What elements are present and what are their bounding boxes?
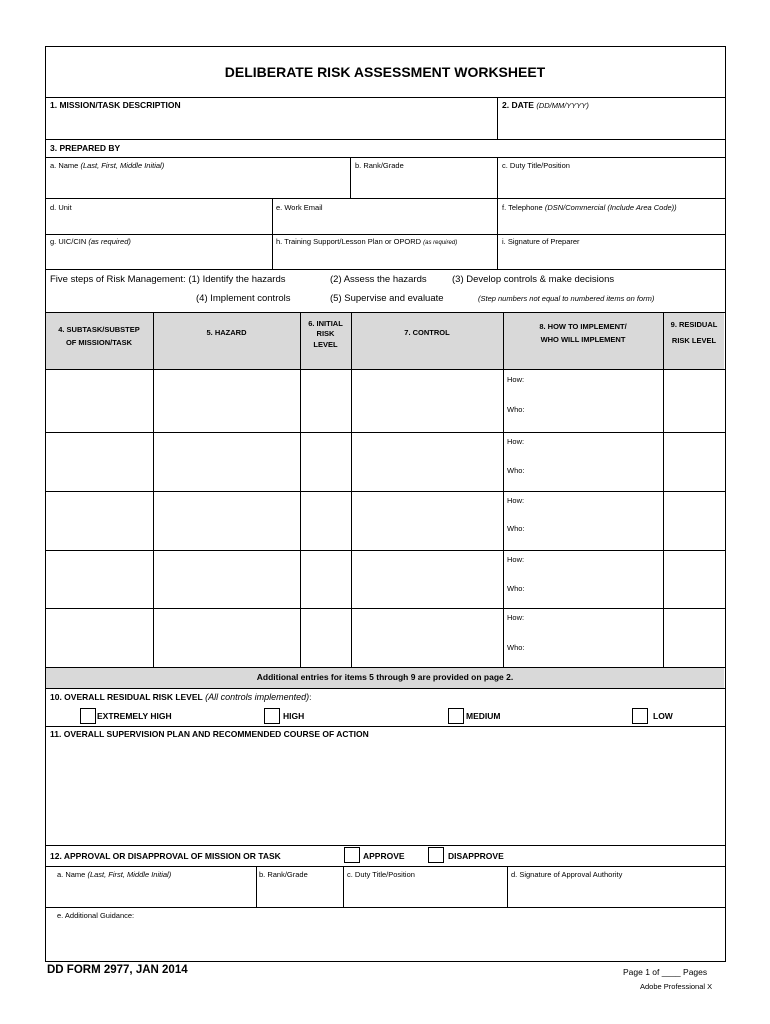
prep-uic-hint: (as required) xyxy=(88,237,131,246)
col-initial-header-3: LEVEL xyxy=(313,340,338,349)
how-label: How: xyxy=(507,555,525,564)
medium-label: MEDIUM xyxy=(466,711,501,721)
who-label: Who: xyxy=(507,466,525,475)
approver-duty-field[interactable] xyxy=(344,881,506,906)
approver-signature-field[interactable] xyxy=(508,881,724,906)
producer-label: Adobe Professional X xyxy=(640,982,713,991)
prep-unit-field[interactable] xyxy=(46,214,270,232)
col-implement-header-2: WHO WILL IMPLEMENT xyxy=(540,335,626,344)
how-label: How: xyxy=(507,437,525,446)
low-checkbox[interactable] xyxy=(632,708,648,724)
steps-note: (Step numbers not equal to numbered items on form) xyxy=(478,294,655,303)
residual-risk-colon: : xyxy=(309,692,312,702)
prep-uic-label: g. UIC/CIN xyxy=(50,237,87,246)
prep-unit-label: d. Unit xyxy=(50,203,72,212)
col-initial-header-2: RISK xyxy=(316,329,335,338)
prep-rank-label: b. Rank/Grade xyxy=(355,161,404,170)
col-initial-header-1: 6. INITIAL xyxy=(308,319,343,328)
how-label: How: xyxy=(507,375,525,384)
additional-entries-note: Additional entries for items 5 through 9 are provided on page 2. xyxy=(256,672,514,682)
prep-name-hint: (Last, First, Middle Initial) xyxy=(80,161,165,170)
approver-signature-label: d. Signature of Approval Authority xyxy=(511,870,623,879)
prep-phone-field[interactable] xyxy=(498,214,724,232)
table-row[interactable] xyxy=(46,370,724,432)
prep-duty-label: c. Duty Title/Position xyxy=(502,161,570,170)
additional-guidance-field[interactable] xyxy=(46,922,724,958)
who-label: Who: xyxy=(507,524,525,533)
disapprove-checkbox[interactable] xyxy=(428,847,444,863)
mission-task-label: 1. MISSION/TASK DESCRIPTION xyxy=(50,100,181,110)
approve-label: APPROVE xyxy=(363,851,405,861)
steps-line2-a: (4) Implement controls xyxy=(196,293,291,304)
how-label: How: xyxy=(507,496,525,505)
prep-email-label: e. Work Email xyxy=(276,203,323,212)
col-subtask-header-2: OF MISSION/TASK xyxy=(65,338,133,347)
approval-label: 12. APPROVAL OR DISAPPROVAL OF MISSION OR TASK xyxy=(50,851,281,861)
table-row[interactable] xyxy=(46,492,724,550)
mission-task-field[interactable] xyxy=(46,112,496,138)
prep-name-field[interactable] xyxy=(46,172,348,196)
prep-phone-label: f. Telephone xyxy=(502,203,543,212)
low-label: LOW xyxy=(653,711,673,721)
col-implement-header-1: 8. HOW TO IMPLEMENT/ xyxy=(539,322,627,331)
col-residual-header-1: 9. RESIDUAL xyxy=(670,320,718,329)
col-control-header: 7. CONTROL xyxy=(404,328,450,337)
residual-risk-hint: (All controls implemented) xyxy=(205,692,310,702)
prep-signature-field[interactable] xyxy=(498,248,724,268)
prep-rank-field[interactable] xyxy=(351,172,496,196)
prep-training-field[interactable] xyxy=(273,248,496,268)
date-label: 2. DATE xyxy=(502,100,534,110)
supervision-plan-label: 11. OVERALL SUPERVISION PLAN AND RECOMMENDED COURSE OF ACTION xyxy=(50,729,369,739)
col-subtask-header-1: 4. SUBTASK/SUBSTEP xyxy=(58,325,140,334)
who-label: Who: xyxy=(507,405,525,414)
additional-guidance-label: e. Additional Guidance: xyxy=(57,911,135,920)
steps-line1-a: Five steps of Risk Management: (1) Identify the hazards xyxy=(50,274,286,285)
prep-name-label: a. Name xyxy=(50,161,79,170)
approver-rank-label: b. Rank/Grade xyxy=(259,870,308,879)
steps-line1-b: (2) Assess the hazards xyxy=(330,274,427,285)
extremely-high-checkbox[interactable] xyxy=(80,708,96,724)
extremely-high-label: EXTREMELY HIGH xyxy=(97,711,172,721)
prep-training-hint: (as required) xyxy=(423,240,458,246)
high-checkbox[interactable] xyxy=(264,708,280,724)
approver-name-label: a. Name xyxy=(57,870,86,879)
prep-training-label: h. Training Support/Lesson Plan or OPORD xyxy=(276,237,422,246)
col-hazard-header: 5. HAZARD xyxy=(206,328,247,337)
form-id: DD FORM 2977, JAN 2014 xyxy=(47,964,188,976)
prep-duty-field[interactable] xyxy=(498,172,724,196)
date-field[interactable] xyxy=(498,112,724,138)
prep-uic-field[interactable] xyxy=(46,248,270,268)
medium-checkbox[interactable] xyxy=(448,708,464,724)
supervision-plan-field[interactable] xyxy=(46,742,724,844)
who-label: Who: xyxy=(507,584,525,593)
steps-line1-c: (3) Develop controls & make decisions xyxy=(452,274,615,285)
prep-phone-hint: (DSN/Commercial (Include Area Code)) xyxy=(544,203,677,212)
steps-line2-b: (5) Supervise and evaluate xyxy=(330,293,444,304)
approve-checkbox[interactable] xyxy=(344,847,360,863)
prepared-by-label: 3. PREPARED BY xyxy=(50,143,121,153)
how-label: How: xyxy=(507,613,525,622)
page-count: Page 1 of ____ Pages xyxy=(623,967,708,977)
approver-rank-field[interactable] xyxy=(257,881,342,906)
prep-signature-label: i. Signature of Preparer xyxy=(502,237,580,246)
approver-name-field[interactable] xyxy=(46,881,254,906)
prep-email-field[interactable] xyxy=(273,214,496,232)
table-row[interactable] xyxy=(46,609,724,667)
table-row[interactable] xyxy=(46,433,724,491)
form-title: DELIBERATE RISK ASSESSMENT WORKSHEET xyxy=(224,64,546,80)
residual-risk-label: 10. OVERALL RESIDUAL RISK LEVEL xyxy=(50,692,203,702)
approver-duty-label: c. Duty Title/Position xyxy=(347,870,415,879)
who-label: Who: xyxy=(507,643,525,652)
table-row[interactable] xyxy=(46,551,724,608)
date-hint: (DD/MM/YYYY) xyxy=(536,101,589,110)
high-label: HIGH xyxy=(283,711,305,721)
disapprove-label: DISAPPROVE xyxy=(448,851,504,861)
col-residual-header-2: RISK LEVEL xyxy=(671,336,717,345)
approver-name-hint: (Last, First, Middle Initial) xyxy=(87,870,172,879)
